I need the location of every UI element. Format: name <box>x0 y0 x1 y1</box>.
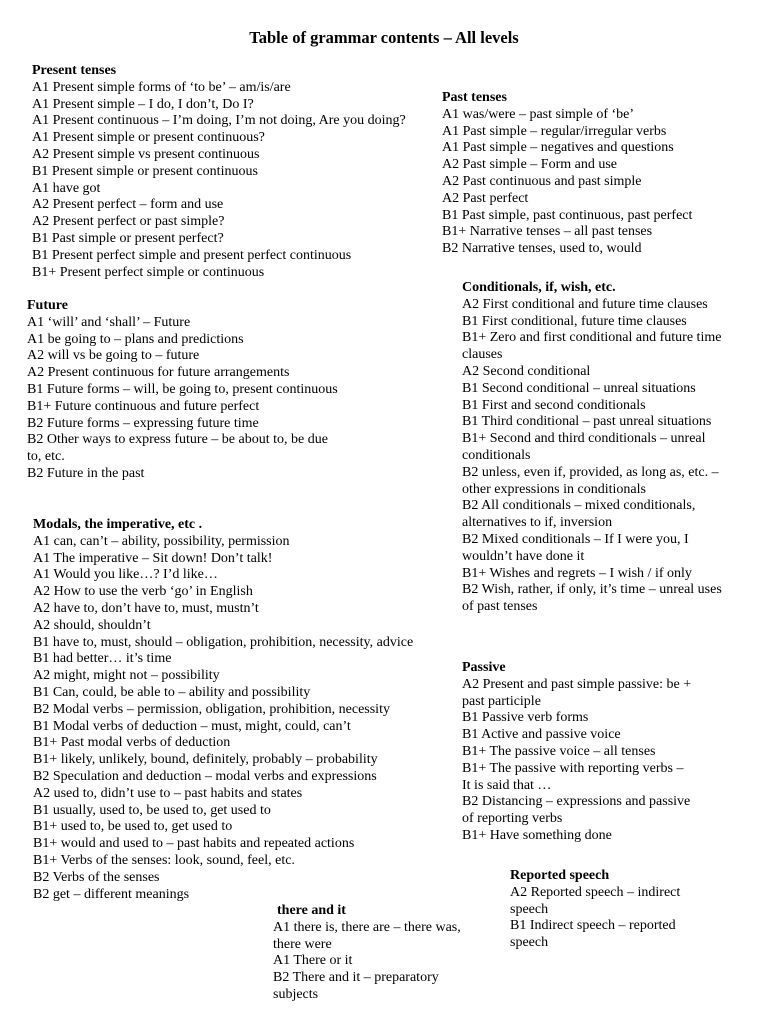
section-there-and-it <box>273 903 465 1004</box>
grammar-topic-item: A1 there is, there are – there was, there were <box>273 919 461 952</box>
grammar-topic-item: A2 Past perfect <box>442 190 529 206</box>
grammar-topic-item: A1 The imperative – Sit down! Don’t talk! <box>33 550 273 566</box>
grammar-topic-item: B1+ Past modal verbs of deduction <box>33 735 231 751</box>
grammar-topic-item: B2 get – different meanings <box>33 886 190 902</box>
section-heading: Reported speech <box>510 868 610 883</box>
grammar-topic-item: B1 Future forms – will, be going to, present continuous <box>27 381 338 397</box>
grammar-topic-item: B1+ Present perfect simple or continuous <box>32 264 265 280</box>
grammar-topic-item: A1 There or it <box>273 953 353 969</box>
grammar-topic-item: A1 Present simple – I do, I don’t, Do I? <box>32 96 254 112</box>
grammar-topic-item: B1+ used to, be used to, get used to <box>33 819 233 835</box>
grammar-topic-item: B2 Other ways to express future – be about to, be due to, etc. <box>27 432 328 465</box>
grammar-topic-item: A1 ‘will’ and ‘shall’ – Future <box>27 314 191 330</box>
grammar-topic-item: B2 Distancing – expressions and passive of reporting verbs <box>462 794 691 827</box>
grammar-topic-item: B1 Indirect speech – reported speech <box>510 918 676 951</box>
grammar-topic-item: A2 Past simple – Form and use <box>442 157 617 173</box>
grammar-topic-item: B1+ Future continuous and future perfect <box>27 398 260 414</box>
grammar-topic-item: A1 Past simple – negatives and questions <box>442 140 674 156</box>
grammar-topic-item: B1 Present perfect simple and present perfect continuous <box>32 247 352 263</box>
grammar-topic-item: A2 should, shouldn’t <box>33 617 151 633</box>
grammar-topic-item: B1+ Zero and first conditional and future time clauses <box>462 330 722 363</box>
grammar-topic-item: B1 Active and passive voice <box>462 727 621 743</box>
grammar-topic-item: A1 can, can’t – ability, possibility, permission <box>33 533 290 549</box>
grammar-topic-item: B1+ Have something done <box>462 827 612 843</box>
grammar-topic-item: A2 Past continuous and past simple <box>442 173 642 189</box>
grammar-topic-item: A1 have got <box>32 180 101 196</box>
grammar-topic-item: B2 Speculation and deduction – modal verbs and expressions <box>33 768 377 784</box>
grammar-topic-item: A1 was/were – past simple of ‘be’ <box>442 106 635 122</box>
grammar-topic-item: A1 be going to – plans and predictions <box>27 331 244 347</box>
grammar-topic-item: A2 have to, don’t have to, must, mustn’t <box>33 600 259 616</box>
grammar-topic-item: A2 How to use the verb ‘go’ in English <box>33 584 253 600</box>
section-passive <box>462 660 694 845</box>
grammar-topic-item: B1 Past simple, past continuous, past perfect <box>442 207 693 223</box>
grammar-topic-item: B1 usually, used to, be used to, get used to <box>33 802 271 818</box>
grammar-topic-item: A1 Present continuous – I’m doing, I’m not doing, Are you doing? <box>32 113 406 129</box>
grammar-topic-item: A2 Present and past simple passive: be + past participle <box>462 676 692 709</box>
grammar-topic-item: B1+ The passive voice – all tenses <box>462 743 656 759</box>
grammar-topic-item: A1 Present simple or present continuous? <box>32 130 265 146</box>
grammar-topic-item: B2 Narrative tenses, used to, would <box>442 241 642 257</box>
section-heading: Passive <box>462 660 506 675</box>
section-past-tenses <box>442 90 742 258</box>
grammar-topic-item: A2 Present perfect or past simple? <box>32 214 225 230</box>
page-title: Table of grammar contents – All levels <box>249 28 519 47</box>
section-heading: Past tenses <box>442 90 507 105</box>
grammar-topic-item: B1 Can, could, be able to – ability and possibility <box>33 684 311 700</box>
section-conditionals <box>462 280 724 616</box>
section-heading: Modals, the imperative, etc . <box>33 517 203 532</box>
grammar-topic-item: A2 Reported speech – indirect speech <box>510 884 681 917</box>
grammar-topic-item: A2 might, might not – possibility <box>33 668 220 684</box>
grammar-topic-item: A2 First conditional and future time clauses <box>462 296 708 312</box>
section-present-tenses <box>32 63 417 281</box>
section-heading: Future <box>27 298 68 313</box>
grammar-topic-item: B2 Mixed conditionals – If I were you, I wouldn’t have done it <box>462 531 689 564</box>
section-modals <box>33 517 473 903</box>
grammar-topic-item: A2 used to, didn’t use to – past habits and states <box>33 785 303 801</box>
grammar-topic-item: B2 There and it – preparatory subjects <box>273 970 439 1002</box>
grammar-topic-item: B1 Present simple or present continuous <box>32 163 258 179</box>
grammar-topic-item: B2 All conditionals – mixed conditionals, alternatives to if, inversion <box>462 498 696 531</box>
section-future <box>27 298 342 483</box>
grammar-topic-item: B1 Passive verb forms <box>462 710 589 726</box>
grammar-topic-item: B1+ The passive with reporting verbs – It is said that … <box>462 760 684 793</box>
grammar-topic-item: B1 Second conditional – unreal situations <box>462 380 696 396</box>
grammar-topic-item: B1 Third conditional – past unreal situations <box>462 414 712 430</box>
grammar-topic-item: A2 Present simple vs present continuous <box>32 146 260 162</box>
grammar-topic-item: B1+ Narrative tenses – all past tenses <box>442 224 653 240</box>
grammar-topic-item: B2 Future in the past <box>27 465 145 481</box>
grammar-topic-item: B1 have to, must, should – obligation, prohibition, necessity, advice <box>33 634 414 650</box>
grammar-topic-item: A1 Present simple forms of ‘to be’ – am/is/are <box>32 79 291 95</box>
grammar-topic-item: B1 Modal verbs of deduction – must, might, could, can’t <box>33 718 351 734</box>
grammar-topic-item: B1 First conditional, future time clauses <box>462 313 687 329</box>
section-heading: Conditionals, if, wish, etc. <box>462 280 616 295</box>
grammar-topic-item: B1+ Second and third conditionals – unreal conditionals <box>462 431 706 463</box>
grammar-topic-item: B1+ Wishes and regrets – I wish / if only <box>462 565 692 581</box>
grammar-topic-item: B1+ Verbs of the senses: look, sound, feel, etc. <box>33 852 295 868</box>
grammar-topic-item: B2 unless, even if, provided, as long as, etc. – other expressions in conditionals <box>462 464 719 497</box>
grammar-topic-item: A1 Would you like…? I’d like… <box>33 567 218 583</box>
grammar-topic-item: A2 will vs be going to – future <box>27 348 200 364</box>
grammar-topic-item: A2 Present perfect – form and use <box>32 197 224 213</box>
grammar-topic-item: B1 Past simple or present perfect? <box>32 230 224 246</box>
grammar-topic-item: B1 First and second conditionals <box>462 397 646 413</box>
section-reported-speech <box>510 868 710 952</box>
grammar-topic-item: A2 Present continuous for future arrangements <box>27 365 290 381</box>
grammar-topic-item: B2 Future forms – expressing future time <box>27 415 259 431</box>
section-heading: Present tenses <box>32 63 117 78</box>
grammar-topic-item: A2 Second conditional <box>462 363 591 379</box>
grammar-topic-item: B2 Modal verbs – permission, obligation, prohibition, necessity <box>33 701 390 717</box>
grammar-topic-item: A1 Past simple – regular/irregular verbs <box>442 123 667 139</box>
grammar-topic-item: B1 had better… it’s time <box>33 651 172 667</box>
section-heading: there and it <box>277 903 346 918</box>
grammar-topic-item: B2 Verbs of the senses <box>33 869 160 885</box>
grammar-topic-item: B2 Wish, rather, if only, it’s time – unreal uses of past tenses <box>462 582 722 615</box>
grammar-topic-item: B1+ would and used to – past habits and repeated actions <box>33 836 355 852</box>
grammar-topic-item: B1+ likely, unlikely, bound, definitely, probably – probability <box>33 752 378 768</box>
